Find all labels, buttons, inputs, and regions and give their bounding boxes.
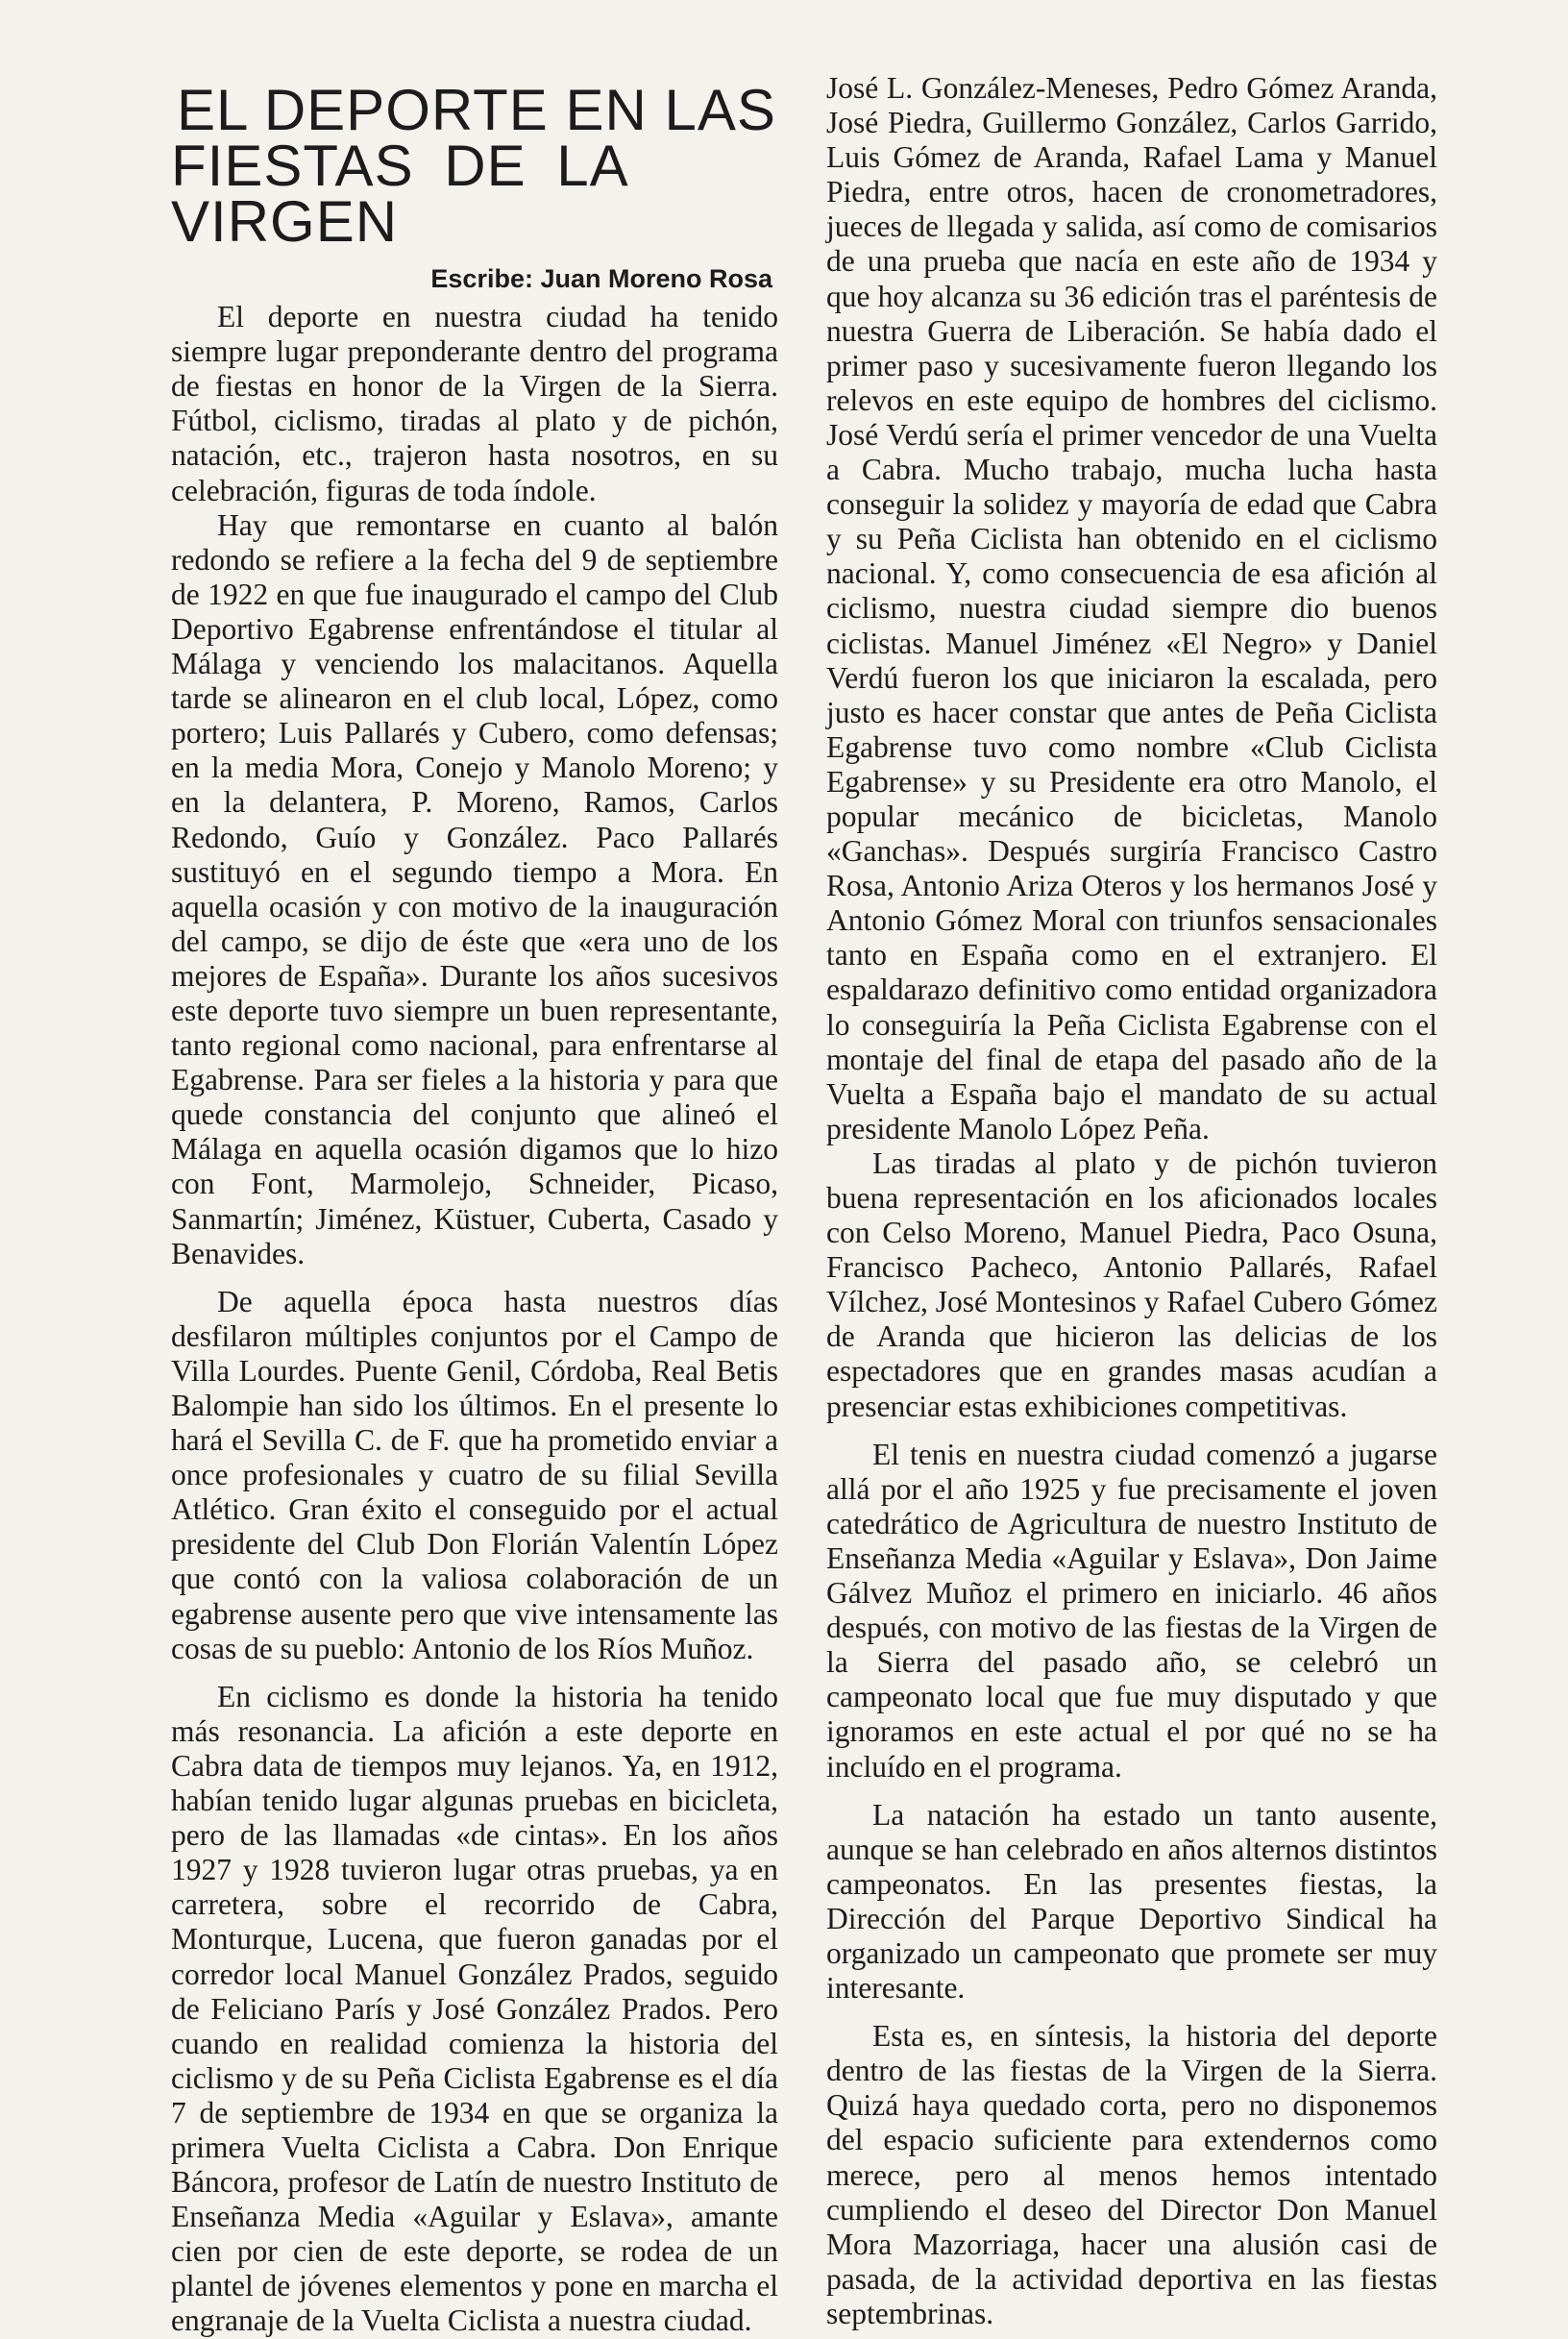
article-title xyxy=(171,78,778,254)
paragraph-tennis: El tenis en nuestra ciudad comenzó a jugarse allá por el año 1925 y fue precisamente el joven catedrático de Agricultura de nuestro Instituto de Enseñanza Media «Aguilar y Eslava», Don Jaime Gálvez Muñoz el primero en iniciarlo. 46 años después, con motivo de las fiestas de la Virgen de la Sierra del pasado año, se celebró un campeonato local que fue muy disputado y que ignoramos en este actual el por qué no se ha incluído en el programa. xyxy=(826,1437,1437,1784)
paragraph-swimming: La natación ha estado un tanto ausente, aunque se han celebrado en años alternos distintos campeonatos. En las presentes fiestas, la Dirección del Parque Deportivo Sindical ha organizado un campeonato que promete ser muy interesante. xyxy=(826,1797,1437,2006)
paragraph-gap xyxy=(171,1271,778,1285)
paragraph-gap xyxy=(826,1424,1437,1438)
paragraph-shooting: Las tiradas al plato y de pichón tuvieron buena representación en los aficionados locales con Celso Moreno, Manuel Piedra, Paco Osuna, Francisco Pacheco, Antonio Pallarés, Rafael Vílchez, José Montesinos y Rafael Cubero Gómez de Aranda que hicieron las delicias de los espectadores que en grandes masas acudían a presenciar estas exhibiciones competitivas. xyxy=(826,1145,1437,1423)
paragraph-football-today: De aquella época hasta nuestros días desfilaron múltiples conjuntos por el Campo de Villa Lourdes. Puente Genil, Córdoba, Real Betis Balompie han sido los últimos. En el presente lo hará el Sevilla C. de F. que ha prometido enviar a once profesionales y cuatro de su filial Sevilla Atlético. Gran éxito el conseguido por el actual presidente del Club Don Florián Valentín López que contó con la valiosa colaboración de un egabrense ausente pero que vive intensamente las cosas de su pueblo: Antonio de los Ríos Muñoz. xyxy=(171,1284,778,1665)
paragraph-conclusion: Esta es, en síntesis, la historia del deporte dentro de las fiestas de la Virgen de la Sierra. Quizá haya quedado corta, pero no disponemos del espacio suficiente para extendernos como merece, pero al menos hemos intentado cumpliendo el deseo del Director Don Manuel Mora Mazorriaga, hacer una alusión casi de pasada, de la actividad deportiva en las fiestas septembrinas. xyxy=(826,2019,1437,2330)
paragraph-cycling-continued: José L. González-Meneses, Pedro Gómez Aranda, José Piedra, Guillermo González, Carlos Garrido, Luis Gómez de Aranda, Rafael Lama y Manuel Piedra, entre otros, hacen de cronometradores, jueces de llegada y salida, así como de comisarios de una prueba que nacía en este año de 1934 y que hoy alcanza su 36 edición tras el paréntesis de nuestra Guerra de Liberación. Se había dado el primer paso y sucesivamente fueron llegando los relevos en este equipo de hombres del ciclismo. José Verdú sería el primer vencedor de una Vuelta a Cabra. Mucho trabajo, mucha lucha hasta conseguir la solidez y mayoría de edad que Cabra y su Peña Ciclista han obtenido en el ciclismo nacional. Y, como consecuencia de esa afición al ciclismo, nuestra ciudad siempre dio buenos ciclistas. Manuel Jiménez «El Negro» y Daniel Verdú fueron los que iniciaron la escalada, pero justo es hacer constar que antes de Peña Ciclista Egabrense tuvo como nombre «Club Ciclista Egabrense» y su Presidente era otro Manolo, el popular mecánico de bicicletas, Manolo «Ganchas». Después surgiría Francisco Castro Rosa, Antonio Ariza Oteros y los hermanos José y Antonio Gómez Moral con triunfos sensacionales tanto en España como en el extranjero. El espaldarazo definitivo como entidad organizadora lo conseguiría la Peña Ciclista Egabrense con el montaje del final de etapa del pasado año de la Vuelta a España bajo el mandato de su actual presidente Manolo López Peña. xyxy=(826,71,1437,1145)
paragraph-intro: El deporte en nuestra ciudad ha tenido siempre lugar preponderante dentro del programa de fiestas en honor de la Virgen de la Sierra. Fútbol, ciclismo, tiradas al plato y de pichón, natación, etc., trajeron hasta nosotros, en su celebración, figuras de toda índole. xyxy=(171,300,778,507)
paragraph-football: Hay que remontarse en cuanto al balón redondo se refiere a la fecha del 9 de septiembre de 1922 en que fue inaugurado el campo del Club Deportivo Egabrense enfrentándose el titular al Málaga y venciendo los malacitanos. Aquella tarde se alinearon en el club local, López, como portero; Luis Pallarés y Cubero, como defensas; en la media Mora, Conejo y Manolo Moreno; y en la delantera, P. Moreno, Ramos, Carlos Redondo, Guío y González. Paco Pallarés sustituyó en el segundo tiempo a Mora. En aquella ocasión y con motivo de la inauguración del campo, se dijo de éste que «era uno de los mejores de España». Durante los años sucesivos este deporte tuvo siempre un buen representante, tanto regional como nacional, para enfrentarse al Egabrense. Para ser fieles a la historia y para que quede constancia del conjunto que alineó el Málaga en aquella ocasión digamos que lo hizo con Font, Marmolejo, Schneider, Picaso, Sanmartín; Jiménez, Küstuer, Cuberta, Casado y Benavides. xyxy=(171,507,778,1270)
paragraph-gap xyxy=(826,1785,1437,1798)
byline: Escribe: Juan Moreno Rosa xyxy=(430,264,772,293)
left-column xyxy=(171,75,778,2339)
right-column xyxy=(826,71,1437,2331)
paragraph-gap xyxy=(171,1666,778,1680)
title-line-2: FIESTAS DE LA VIRGEN xyxy=(171,134,626,254)
paragraph-gap xyxy=(826,2006,1437,2019)
paragraph-cycling: En ciclismo es donde la historia ha tenido más resonancia. La afición a este deporte en Cabra data de tiempos muy lejanos. Ya, en 1912, habían tenido lugar algunas pruebas en bicicleta, pero de las llamadas «de cintas». En los años 1927 y 1928 tuvieron lugar otras pruebas, ya en carretera, sobre el recorrido de Cabra, Monturque, Lucena, que fueron ganadas por el corredor local Manuel González Prados, seguido de Feliciano París y José González Prados. Pero cuando en realidad comienza la historia del ciclismo y de su Peña Ciclista Egabrense es el día 7 de septiembre de 1934 en que se organiza la primera Vuelta Ciclista a Cabra. Don Enrique Báncora, profesor de Latín de nuestro Instituto de Enseñanza Media «Aguilar y Eslava», amante cien por cien de este deporte, se rodea de un plantel de jóvenes elementos y pone en marcha el engranaje de la Vuelta Ciclista a nuestra ciudad. xyxy=(171,1679,778,2338)
title-line-1: EL DEPORTE EN LAS xyxy=(177,78,776,142)
